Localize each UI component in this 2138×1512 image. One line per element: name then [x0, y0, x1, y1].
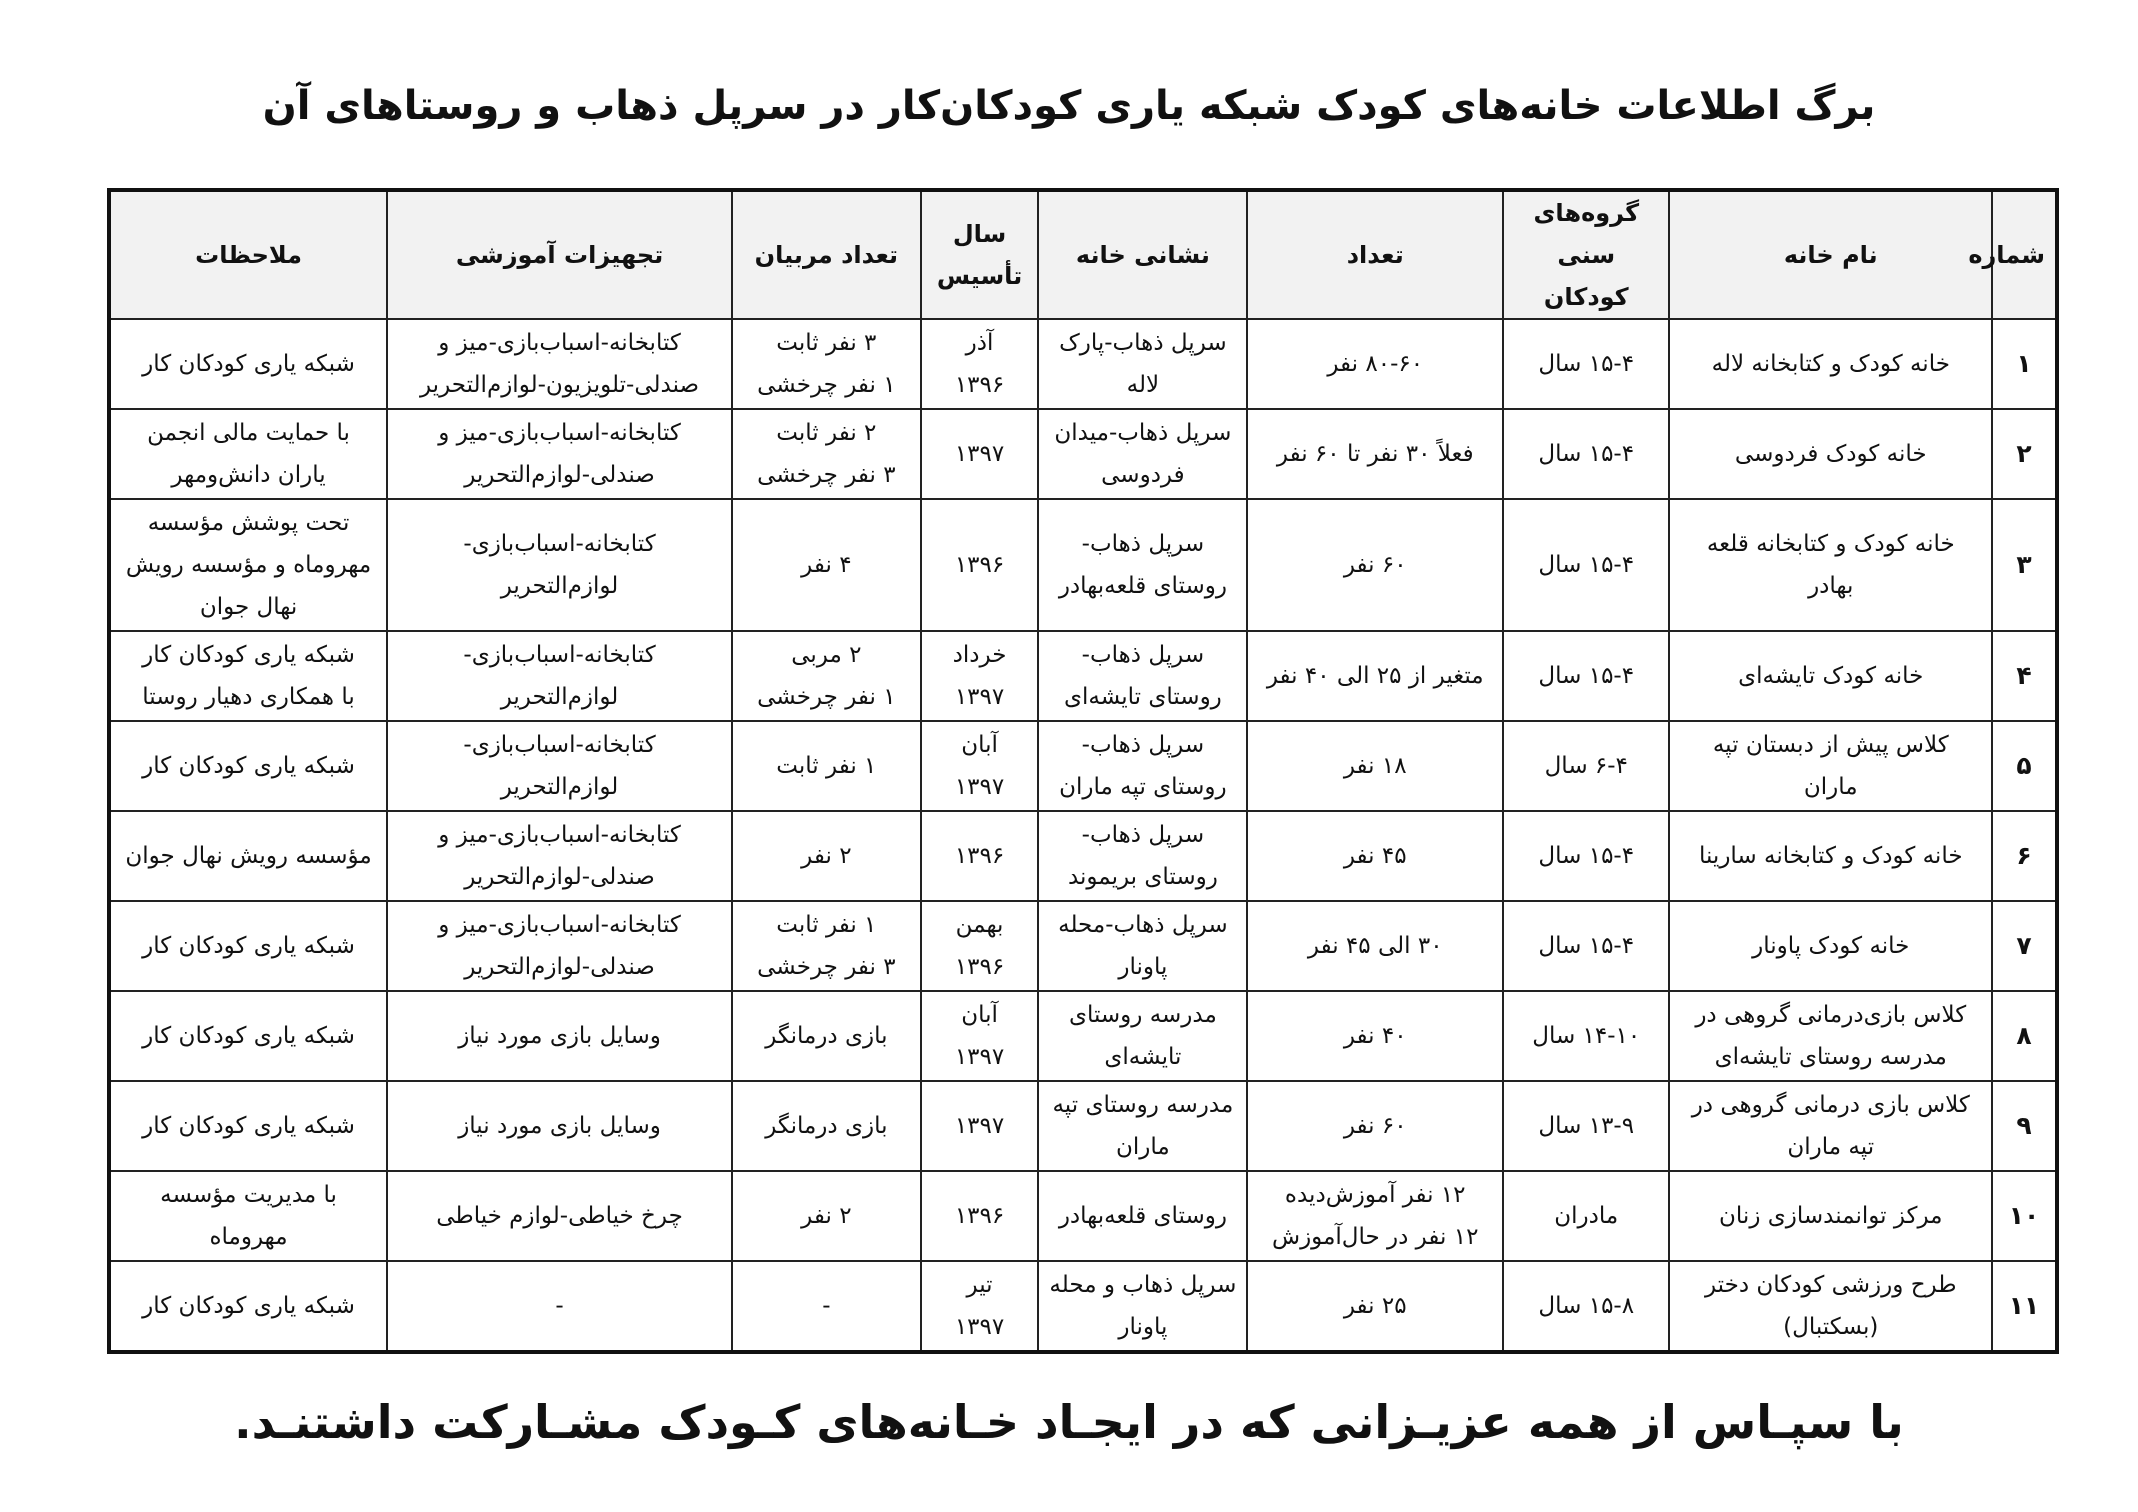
cell-address: سرپل ذهاب-پارک لاله	[1038, 319, 1247, 409]
cell-house-name: مرکز توانمندسازی زنان	[1669, 1171, 1992, 1261]
cell-address: سرپل ذهاب- روستای تایشه‌ای	[1038, 631, 1247, 721]
cell-educators: ۲ نفر	[732, 1171, 921, 1261]
cell-notes: شبکه یاری کودکان کار	[109, 1261, 387, 1352]
header-house-name: نام خانه	[1669, 190, 1992, 319]
cell-age-groups: مادران	[1503, 1171, 1669, 1261]
cell-number: ۴	[1992, 631, 2057, 721]
cell-founded: آذر ۱۳۹۶	[921, 319, 1039, 409]
cell-notes: شبکه یاری کودکان کار	[109, 901, 387, 991]
table-row	[109, 409, 2057, 499]
cell-house-name: کلاس بازی درمانی گروهی در تپه ماران	[1669, 1081, 1992, 1171]
cell-age-groups: ۱۴-۱۰ سال	[1503, 991, 1669, 1081]
cell-founded: خرداد ۱۳۹۷	[921, 631, 1039, 721]
cell-age-groups: ۱۵-۴ سال	[1503, 499, 1669, 631]
cell-address: سرپل ذهاب-میدان فردوسی	[1038, 409, 1247, 499]
cell-house-name: خانه کودک فردوسی	[1669, 409, 1992, 499]
cell-age-groups: ۶-۴ سال	[1503, 721, 1669, 811]
table-row	[109, 1081, 2057, 1171]
cell-house-name: خانه کودک و کتابخانه قلعه بهادر	[1669, 499, 1992, 631]
cell-notes: با مدیریت مؤسسه مهروماه	[109, 1171, 387, 1261]
cell-address: سرپل ذهاب و محله پاونار	[1038, 1261, 1247, 1352]
table-body	[109, 319, 2057, 1352]
cell-house-name: خانه کودک پاونار	[1669, 901, 1992, 991]
cell-founded: ۱۳۹۶	[921, 499, 1039, 631]
header-number: شماره	[1992, 190, 2057, 319]
cell-number: ۹	[1992, 1081, 2057, 1171]
cell-house-name: خانه کودک و کتابخانه سارینا	[1669, 811, 1992, 901]
cell-equipment: چرخ خیاطی-لوازم خیاطی	[387, 1171, 732, 1261]
cell-age-groups: ۱۵-۴ سال	[1503, 631, 1669, 721]
cell-number: ۱۰	[1992, 1171, 2057, 1261]
footer-thanks: با سپـاس از همه عزیـزانی که در ایجـاد خـانه‌های کـودک مشـارکت داشتنـد.	[234, 1395, 1904, 1449]
table-row	[109, 721, 2057, 811]
cell-notes: تحت پوشش مؤسسه مهروماه و مؤسسه رویش نهال جوان	[109, 499, 387, 631]
cell-age-groups: ۱۵-۴ سال	[1503, 409, 1669, 499]
header-age-groups: گروه‌های سنی کودکان	[1503, 190, 1669, 319]
cell-number: ۸	[1992, 991, 2057, 1081]
table-row	[109, 499, 2057, 631]
cell-age-groups: ۱۵-۴ سال	[1503, 811, 1669, 901]
cell-founded: بهمن ۱۳۹۶	[921, 901, 1039, 991]
cell-number: ۵	[1992, 721, 2057, 811]
cell-notes: شبکه یاری کودکان کار	[109, 991, 387, 1081]
cell-address: سرپل ذهاب- روستای بریموند	[1038, 811, 1247, 901]
cell-number: ۶	[1992, 811, 2057, 901]
cell-house-name: خانه کودک تایشه‌ای	[1669, 631, 1992, 721]
cell-educators: ۳ نفر ثابت ۱ نفر چرخشی	[732, 319, 921, 409]
cell-educators: ۴ نفر	[732, 499, 921, 631]
header-address: نشانی خانه	[1038, 190, 1247, 319]
cell-age-groups: ۱۵-۴ سال	[1503, 319, 1669, 409]
cell-number: ۷	[1992, 901, 2057, 991]
cell-house-name: طرح ورزشی کودکان دختر (بسکتبال)	[1669, 1261, 1992, 1352]
cell-address: سرپل ذهاب- روستای تپه ماران	[1038, 721, 1247, 811]
cell-founded: آبان ۱۳۹۷	[921, 991, 1039, 1081]
cell-number: ۳	[1992, 499, 2057, 631]
cell-founded: ۱۳۹۷	[921, 409, 1039, 499]
cell-educators: ۱ نفر ثابت ۳ نفر چرخشی	[732, 901, 921, 991]
cell-notes: با حمایت مالی انجمن یاران دانش‌ومهر	[109, 409, 387, 499]
cell-age-groups: ۱۵-۸ سال	[1503, 1261, 1669, 1352]
cell-age-groups: ۱۳-۹ سال	[1503, 1081, 1669, 1171]
cell-count: ۴۵ نفر	[1247, 811, 1503, 901]
header-notes: ملاحظات	[109, 190, 387, 319]
table-row	[109, 811, 2057, 901]
cell-address: سرپل ذهاب-محله پاونار	[1038, 901, 1247, 991]
header-founded: سال تأسیس	[921, 190, 1039, 319]
cell-founded: ۱۳۹۷	[921, 1081, 1039, 1171]
cell-number: ۱	[1992, 319, 2057, 409]
cell-founded: ۱۳۹۶	[921, 811, 1039, 901]
table-row	[109, 991, 2057, 1081]
cell-house-name: کلاس پیش از دبستان تپه ماران	[1669, 721, 1992, 811]
cell-equipment: کتابخانه-اسباب‌بازی- لوازم‌التحریر	[387, 721, 732, 811]
cell-equipment: کتابخانه-اسباب‌بازی- لوازم‌التحریر	[387, 631, 732, 721]
cell-founded: آبان ۱۳۹۷	[921, 721, 1039, 811]
info-table-container	[107, 188, 2059, 1354]
cell-address: سرپل ذهاب- روستای قلعه‌بهادر	[1038, 499, 1247, 631]
cell-founded: ۱۳۹۶	[921, 1171, 1039, 1261]
cell-educators: ۲ نفر	[732, 811, 921, 901]
table-row	[109, 631, 2057, 721]
cell-equipment: وسایل بازی مورد نیاز	[387, 1081, 732, 1171]
table-row	[109, 1261, 2057, 1352]
cell-count: ۸۰-۶۰ نفر	[1247, 319, 1503, 409]
cell-count: ۳۰ الی ۴۵ نفر	[1247, 901, 1503, 991]
cell-educators: بازی درمانگر	[732, 1081, 921, 1171]
cell-equipment: وسایل بازی مورد نیاز	[387, 991, 732, 1081]
cell-house-name: خانه کودک و کتابخانه لاله	[1669, 319, 1992, 409]
cell-address: روستای قلعه‌بهادر	[1038, 1171, 1247, 1261]
cell-equipment: کتابخانه-اسباب‌بازی-میز و صندلی-لوازم‌التحریر	[387, 811, 732, 901]
page-title: برگ اطلاعات خانه‌های کودک شبکه یاری کودکان‌کار در سرپل ذهاب و روستاهای آن	[262, 83, 1876, 129]
table-row	[109, 901, 2057, 991]
cell-equipment: کتابخانه-اسباب‌بازی- لوازم‌التحریر	[387, 499, 732, 631]
header-count: تعداد	[1247, 190, 1503, 319]
cell-notes: شبکه یاری کودکان کار با همکاری دهیار روستا	[109, 631, 387, 721]
cell-notes: شبکه یاری کودکان کار	[109, 1081, 387, 1171]
table-row	[109, 1171, 2057, 1261]
cell-educators: ۲ نفر ثابت ۳ نفر چرخشی	[732, 409, 921, 499]
cell-count: ۲۵ نفر	[1247, 1261, 1503, 1352]
cell-count: ۱۸ نفر	[1247, 721, 1503, 811]
cell-count: ۶۰ نفر	[1247, 499, 1503, 631]
cell-address: مدرسه روستای تایشه‌ای	[1038, 991, 1247, 1081]
cell-notes: مؤسسه رویش نهال جوان	[109, 811, 387, 901]
cell-educators: بازی درمانگر	[732, 991, 921, 1081]
cell-educators: ۲ مربی ۱ نفر چرخشی	[732, 631, 921, 721]
table-row	[109, 319, 2057, 409]
info-table	[107, 188, 2059, 1354]
cell-count: متغیر از ۲۵ الی ۴۰ نفر	[1247, 631, 1503, 721]
table-header-row	[109, 190, 2057, 319]
cell-notes: شبکه یاری کودکان کار	[109, 319, 387, 409]
cell-educators: -	[732, 1261, 921, 1352]
cell-age-groups: ۱۵-۴ سال	[1503, 901, 1669, 991]
cell-equipment: کتابخانه-اسباب‌بازی-میز و صندلی-تلویزیون-لوازم‌التحریر	[387, 319, 732, 409]
cell-count: فعلاً ۳۰ نفر تا ۶۰ نفر	[1247, 409, 1503, 499]
header-educators: تعداد مربیان	[732, 190, 921, 319]
cell-house-name: کلاس بازی‌درمانی گروهی در مدرسه روستای تایشه‌ای	[1669, 991, 1992, 1081]
cell-count: ۱۲ نفر آموزش‌دیده ۱۲ نفر در حال‌آموزش	[1247, 1171, 1503, 1261]
header-equipment: تجهیزات آموزشی	[387, 190, 732, 319]
cell-equipment: کتابخانه-اسباب‌بازی-میز و صندلی-لوازم‌التحریر	[387, 901, 732, 991]
cell-educators: ۱ نفر ثابت	[732, 721, 921, 811]
cell-count: ۶۰ نفر	[1247, 1081, 1503, 1171]
cell-equipment: -	[387, 1261, 732, 1352]
cell-count: ۴۰ نفر	[1247, 991, 1503, 1081]
cell-equipment: کتابخانه-اسباب‌بازی-میز و صندلی-لوازم‌التحریر	[387, 409, 732, 499]
cell-founded: تیر ۱۳۹۷	[921, 1261, 1039, 1352]
cell-number: ۲	[1992, 409, 2057, 499]
cell-number: ۱۱	[1992, 1261, 2057, 1352]
cell-address: مدرسه روستای تپه ماران	[1038, 1081, 1247, 1171]
cell-notes: شبکه یاری کودکان کار	[109, 721, 387, 811]
